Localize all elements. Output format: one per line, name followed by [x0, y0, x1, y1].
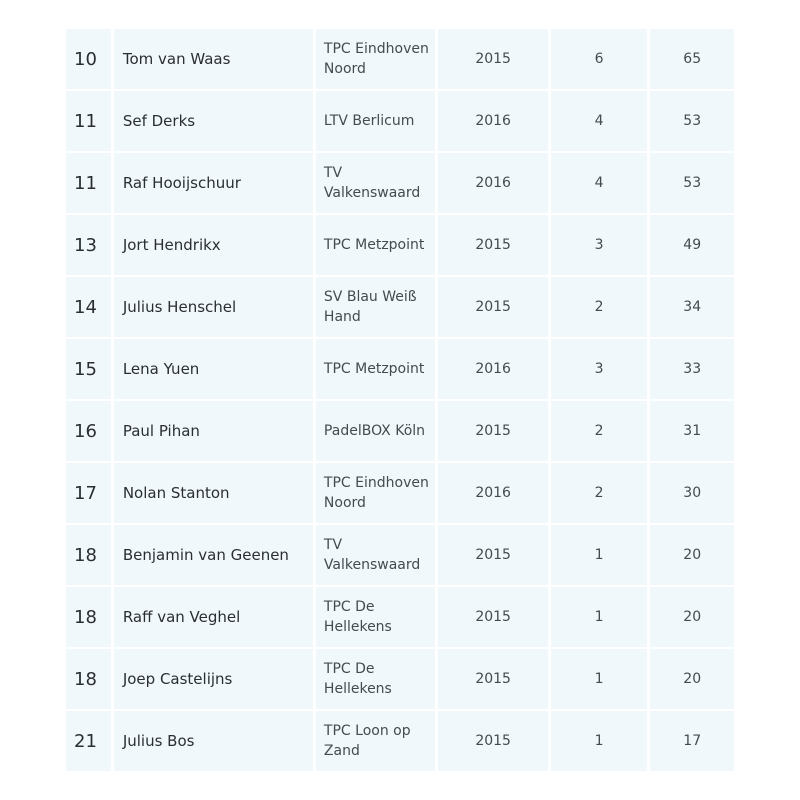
rank-cell — [66, 587, 111, 647]
ranking-table — [66, 29, 734, 773]
tournaments-count-cell — [551, 215, 648, 275]
player-name-text: Nolan Stanton — [122, 484, 230, 502]
club-cell — [316, 649, 435, 709]
player-name-cell — [114, 215, 313, 275]
rank-cell — [66, 339, 111, 399]
birth-year-cell — [438, 463, 547, 523]
club-text: TPC De Hellekens — [323, 599, 392, 635]
rank-cell — [66, 91, 111, 151]
birth-year-text: 2015 — [475, 733, 511, 749]
rank-cell — [66, 401, 111, 461]
points-text: 65 — [683, 51, 702, 67]
birth-year-text: 2016 — [475, 113, 511, 129]
points-cell — [650, 587, 734, 647]
birth-year-cell — [438, 649, 547, 709]
tournaments-count-text: 3 — [594, 361, 604, 377]
birth-year-text: 2015 — [475, 671, 511, 687]
rank-text: 18 — [74, 606, 97, 628]
player-name-text: Raf Hooijschuur — [122, 174, 241, 192]
tournaments-count-text: 2 — [594, 299, 604, 315]
player-name-text: Paul Pihan — [122, 422, 200, 440]
club-cell — [316, 153, 435, 213]
points-cell — [650, 711, 734, 771]
club-text: SV Blau Weiß Hand — [323, 289, 417, 325]
tournaments-count-cell — [551, 339, 648, 399]
tournaments-count-cell — [551, 525, 648, 585]
table-row — [66, 29, 734, 89]
points-cell — [650, 277, 734, 337]
birth-year-text: 2015 — [475, 609, 511, 625]
tournaments-count-text: 6 — [594, 51, 604, 67]
tournaments-count-cell — [551, 277, 648, 337]
points-text: 34 — [683, 299, 702, 315]
points-text: 17 — [683, 733, 702, 749]
player-name-text: Julius Bos — [122, 732, 195, 750]
player-name-cell — [114, 401, 313, 461]
tournaments-count-cell — [551, 29, 648, 89]
player-name-text: Raff van Veghel — [122, 608, 241, 626]
points-cell — [650, 339, 734, 399]
club-cell — [316, 277, 435, 337]
table-row — [66, 525, 734, 585]
points-text: 31 — [683, 423, 702, 439]
table-row — [66, 215, 734, 275]
rank-text: 14 — [74, 296, 97, 318]
club-text: TPC Eindhoven Noord — [323, 475, 429, 511]
points-cell — [650, 215, 734, 275]
player-name-text: Tom van Waas — [122, 50, 231, 68]
tournaments-count-text: 4 — [594, 175, 604, 191]
tournaments-count-cell — [551, 401, 648, 461]
birth-year-text: 2016 — [475, 361, 511, 377]
club-text: TPC Eindhoven Noord — [323, 41, 429, 77]
rank-text: 11 — [74, 172, 97, 194]
tournaments-count-cell — [551, 463, 648, 523]
tournaments-count-text: 1 — [594, 547, 604, 563]
player-name-cell — [114, 649, 313, 709]
rank-text: 16 — [74, 420, 97, 442]
points-cell — [650, 649, 734, 709]
birth-year-text: 2015 — [475, 299, 511, 315]
birth-year-text: 2015 — [475, 51, 511, 67]
birth-year-cell — [438, 277, 547, 337]
rank-text: 18 — [74, 668, 97, 690]
player-name-text: Jort Hendrikx — [122, 236, 221, 254]
rank-cell — [66, 711, 111, 771]
player-name-cell — [114, 91, 313, 151]
rank-text: 10 — [74, 48, 97, 70]
club-cell — [316, 463, 435, 523]
club-text: TV Valkenswaard — [323, 537, 421, 573]
birth-year-cell — [438, 401, 547, 461]
club-cell — [316, 587, 435, 647]
birth-year-text: 2016 — [475, 485, 511, 501]
rank-cell — [66, 649, 111, 709]
points-text: 20 — [683, 671, 702, 687]
player-name-cell — [114, 587, 313, 647]
club-cell — [316, 29, 435, 89]
tournaments-count-text: 3 — [594, 237, 604, 253]
tournaments-count-text: 1 — [594, 609, 604, 625]
points-text: 49 — [683, 237, 702, 253]
club-cell — [316, 339, 435, 399]
tournaments-count-cell — [551, 91, 648, 151]
rank-cell — [66, 463, 111, 523]
birth-year-cell — [438, 587, 547, 647]
player-name-text: Lena Yuen — [122, 360, 200, 378]
tournaments-count-text: 2 — [594, 485, 604, 501]
club-text: LTV Berlicum — [323, 113, 415, 129]
tournaments-count-text: 4 — [594, 113, 604, 129]
rank-text: 21 — [74, 730, 97, 752]
club-cell — [316, 525, 435, 585]
club-text: PadelBOX Köln — [323, 423, 426, 439]
points-text: 53 — [683, 113, 702, 129]
club-text: TPC De Hellekens — [323, 661, 392, 697]
player-name-cell — [114, 339, 313, 399]
points-text: 20 — [683, 609, 702, 625]
player-name-text: Benjamin van Geenen — [122, 546, 289, 564]
rank-text: 17 — [74, 482, 97, 504]
club-text: TPC Loon op Zand — [323, 723, 411, 759]
tournaments-count-text: 1 — [594, 671, 604, 687]
club-text: TV Valkenswaard — [323, 165, 421, 201]
points-text: 33 — [683, 361, 702, 377]
points-cell — [650, 401, 734, 461]
club-cell — [316, 401, 435, 461]
tournaments-count-text: 1 — [594, 733, 604, 749]
points-cell — [650, 29, 734, 89]
points-text: 20 — [683, 547, 702, 563]
club-cell — [316, 91, 435, 151]
table-row — [66, 153, 734, 213]
points-cell — [650, 525, 734, 585]
tournaments-count-text: 2 — [594, 423, 604, 439]
table-row — [66, 649, 734, 709]
rank-cell — [66, 215, 111, 275]
birth-year-cell — [438, 29, 547, 89]
birth-year-cell — [438, 339, 547, 399]
table-row — [66, 277, 734, 337]
points-text: 53 — [683, 175, 702, 191]
birth-year-text: 2015 — [475, 547, 511, 563]
player-name-cell — [114, 29, 313, 89]
rank-cell — [66, 153, 111, 213]
player-name-text: Sef Derks — [122, 112, 196, 130]
player-name-cell — [114, 277, 313, 337]
tournaments-count-cell — [551, 587, 648, 647]
birth-year-text: 2015 — [475, 237, 511, 253]
club-text: TPC Metzpoint — [323, 237, 425, 253]
rank-cell — [66, 29, 111, 89]
table-row — [66, 587, 734, 647]
player-name-cell — [114, 463, 313, 523]
birth-year-text: 2016 — [475, 175, 511, 191]
birth-year-cell — [438, 215, 547, 275]
player-name-cell — [114, 711, 313, 771]
tournaments-count-cell — [551, 711, 648, 771]
table-row — [66, 711, 734, 771]
birth-year-cell — [438, 525, 547, 585]
points-cell — [650, 153, 734, 213]
points-cell — [650, 91, 734, 151]
player-name-cell — [114, 525, 313, 585]
table-row — [66, 91, 734, 151]
club-cell — [316, 215, 435, 275]
player-name-text: Julius Henschel — [122, 298, 237, 316]
rank-text: 11 — [74, 110, 97, 132]
rank-text: 18 — [74, 544, 97, 566]
birth-year-cell — [438, 91, 547, 151]
table-row — [66, 463, 734, 523]
rank-text: 15 — [74, 358, 97, 380]
tournaments-count-cell — [551, 153, 648, 213]
birth-year-cell — [438, 711, 547, 771]
rank-cell — [66, 277, 111, 337]
tournaments-count-cell — [551, 649, 648, 709]
points-text: 30 — [683, 485, 702, 501]
player-name-cell — [114, 153, 313, 213]
club-text: TPC Metzpoint — [323, 361, 425, 377]
club-cell — [316, 711, 435, 771]
rank-cell — [66, 525, 111, 585]
birth-year-text: 2015 — [475, 423, 511, 439]
table-row — [66, 339, 734, 399]
player-name-text: Joep Castelijns — [122, 670, 233, 688]
birth-year-cell — [438, 153, 547, 213]
points-cell — [650, 463, 734, 523]
table-row — [66, 401, 734, 461]
rank-text: 13 — [74, 234, 97, 256]
